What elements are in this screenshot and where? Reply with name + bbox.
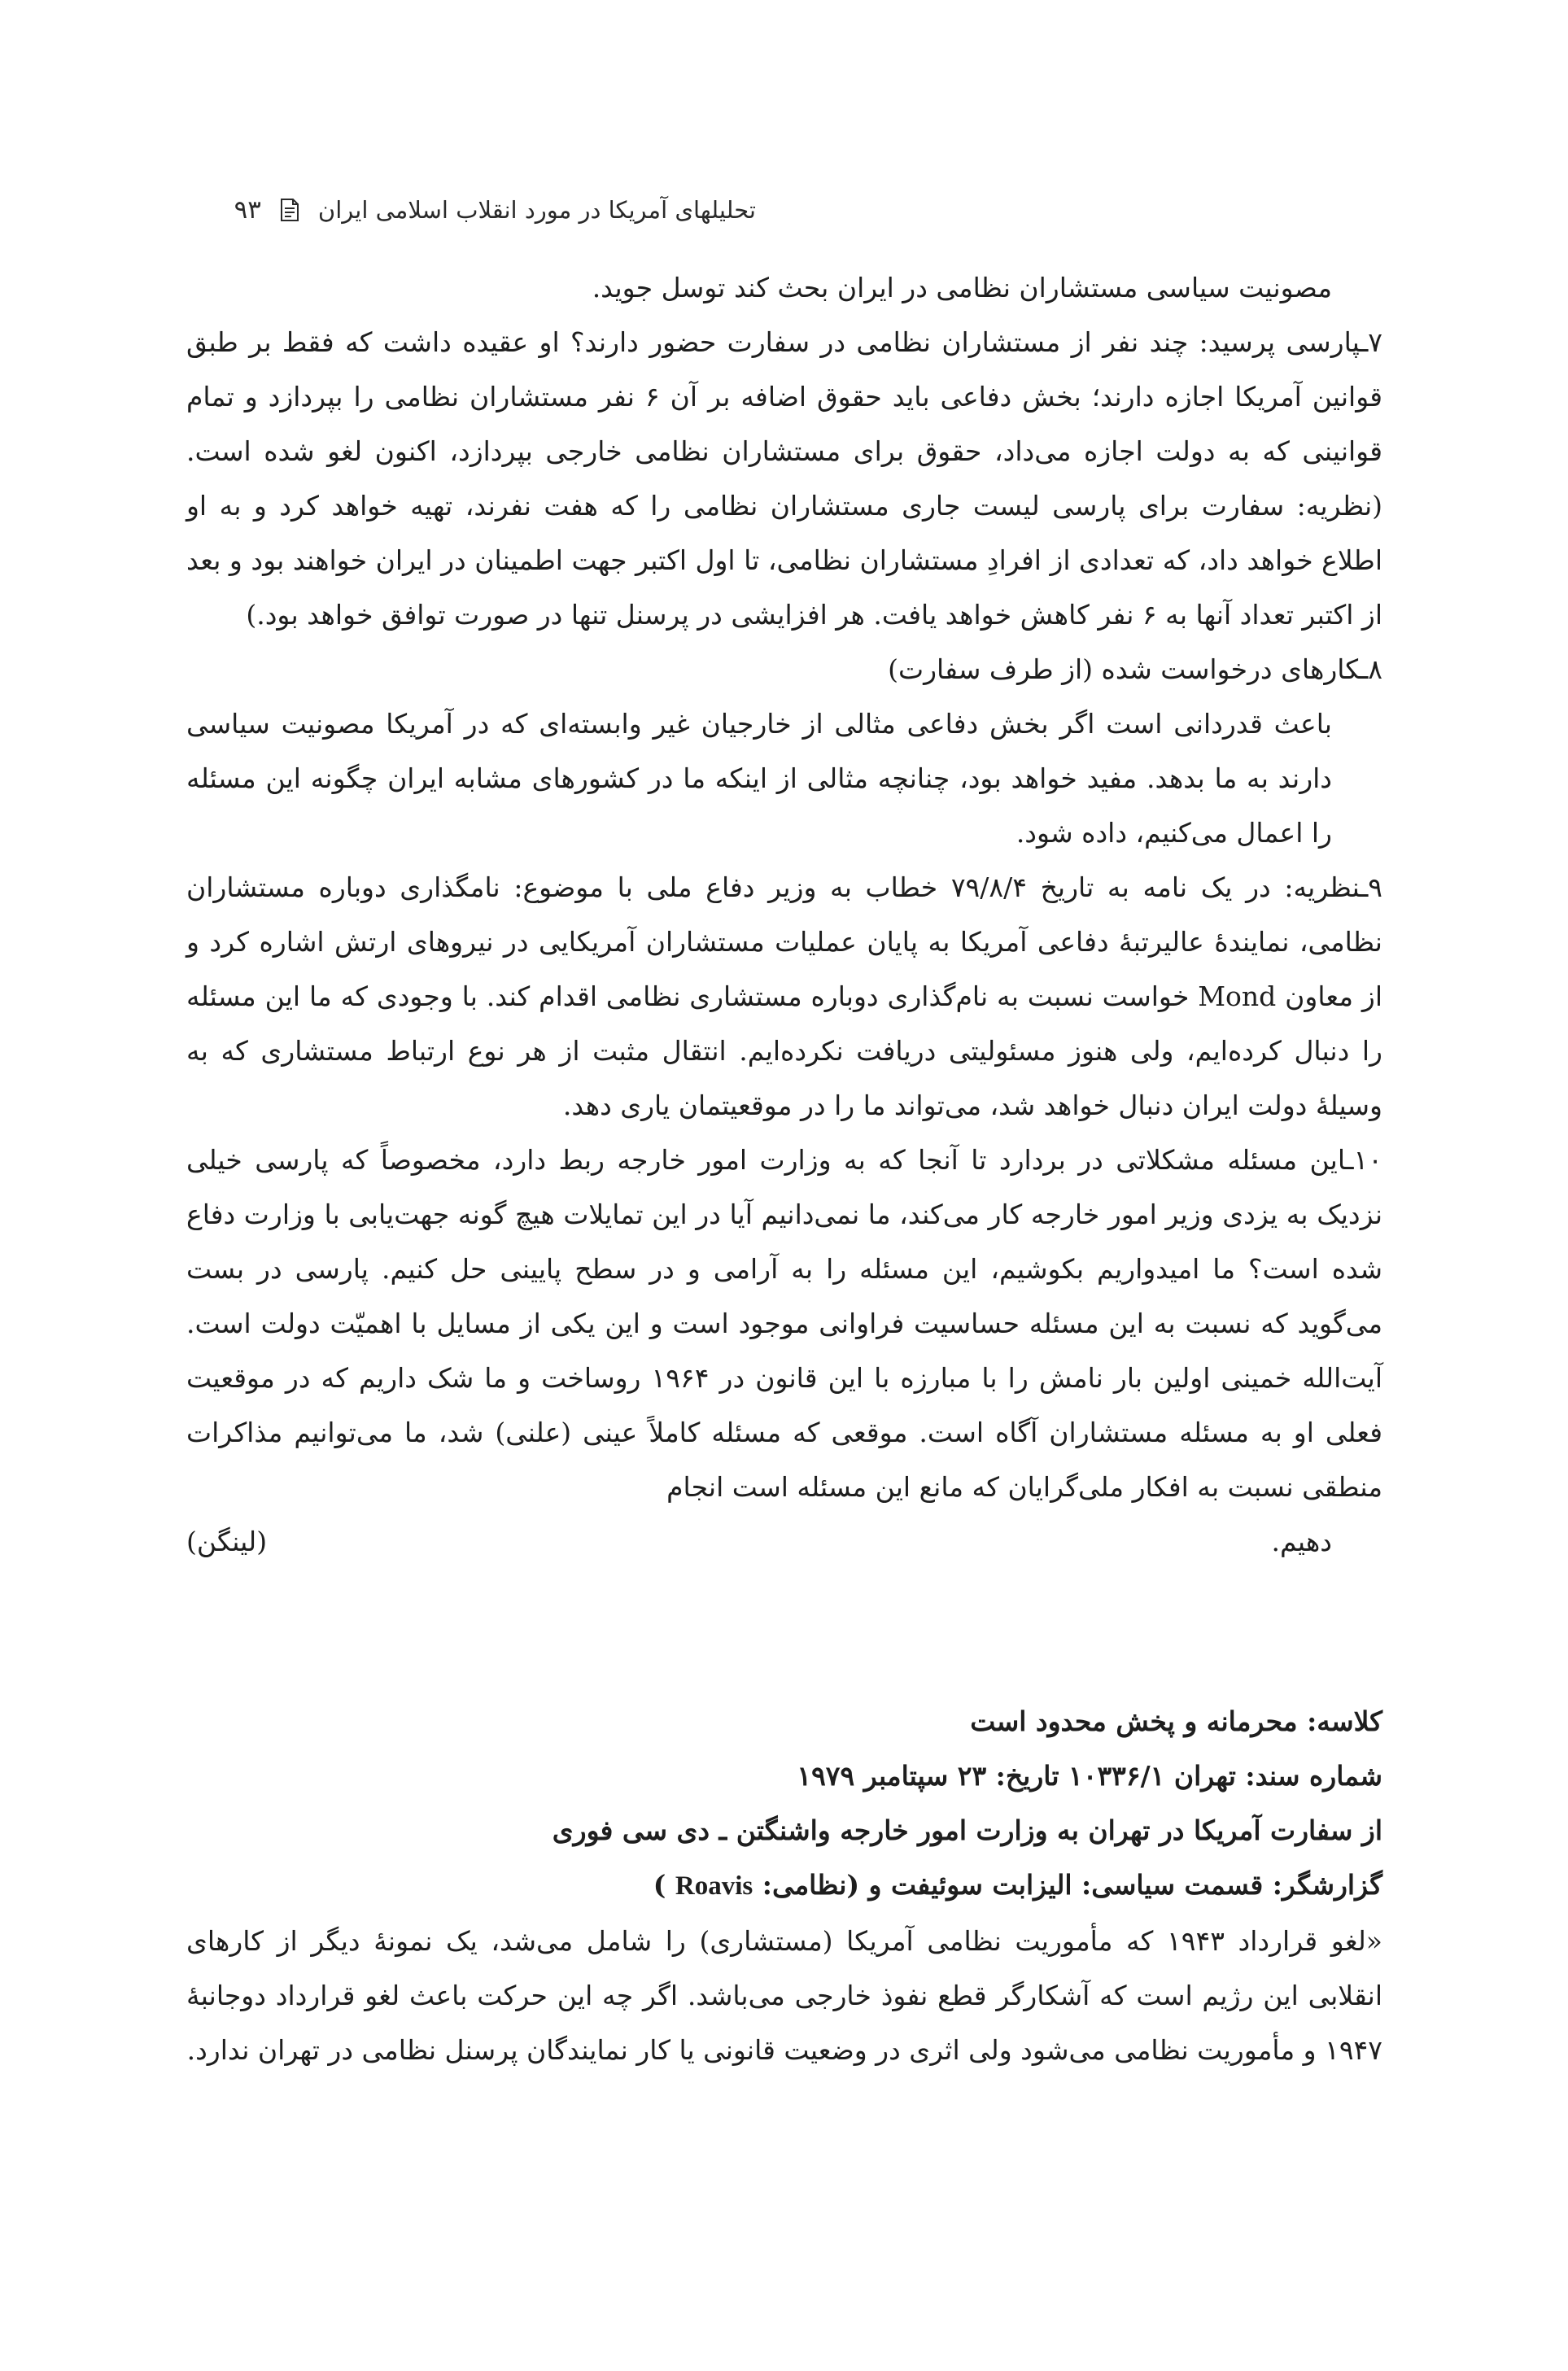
- item-number: ۸ـ: [1360, 653, 1382, 685]
- document-number-date: شماره سند: تهران ۱۰۳۳۶/۱ تاریخ: ۲۳ سپتامبر ۱۹۷۹: [797, 1760, 1382, 1792]
- item-8-heading: [186, 642, 1382, 696]
- item-10-closing: [186, 1514, 1382, 1569]
- item-text: پارسی پرسید: چند نفر از مستشاران نظامی در سفارت حضور دارند؟ او عقیده داشت که فقط بر طبق قوانین آمریکا اجازه دارند؛ بخش دفاعی باید حقوق اضافه بر آن ۶ نفر مستشاران نظامی را بپردازد و تمام قوانینی که به دولت اجازه می‌داد، حقوق برای مستشاران نظامی خارجی بپردازد، اکنون لغو شده است. (نظریه: سفارت برای پارسی لیست جاری مستشاران نظامی را که هفت نفرند، تهیه خواهد کرد و به او اطلاع خواهد داد، که تعدادی از افرادِ مستشاران نظامی، تا اول اکتبر جهت اطمینان در ایران خواهند بود و بعد از اکتبر تعداد آنها به ۶ نفر کاهش خواهد یافت. هر افزایشی در پرسنل تنها در صورت توافق خواهد بود.): [186, 326, 1383, 631]
- running-header-title: تحلیلهای آمریکا در مورد انقلاب اسلامی ایران: [317, 196, 756, 224]
- reporter-line: [186, 1858, 1382, 1914]
- document-icon: [279, 198, 300, 222]
- item-10: [186, 1133, 1382, 1514]
- item-number: ۷ـ: [1360, 326, 1382, 358]
- document-from-to: از سفارت آمریکا در تهران به وزارت امور خارجه واشنگتن ـ دی سی فوری: [552, 1814, 1382, 1846]
- intro-line: مصونیت سیاسی مستشاران نظامی در ایران بحث کند توسل جوید.: [592, 272, 1332, 303]
- reporter-prefix: گزارشگر: قسمت سیاسی: الیزابت سوئیفت و (نظامی:: [762, 1869, 1382, 1901]
- running-header: [138, 186, 756, 234]
- item-heading: کارهای درخواست شده (از طرف سفارت): [888, 653, 1361, 685]
- reporter-latin-name: Roavis: [675, 1871, 753, 1901]
- document-quote: «لغو قرارداد ۱۹۴۳ که مأموریت نظامی آمریکا (مستشاری) را شامل می‌شد، یک نمونهٔ دیگر از کارهای انقلابی این رژیم است که آشکارگر قطع نفوذ خارجی می‌باشد. اگر چه این حرکت باعث لغو قرارداد دوجانبهٔ ۱۹۴۷ و مأموریت نظامی می‌شود ولی اثری در وضعیت قانونی یا کار نمایندگان پرسنل نظامی در تهران ندارد.: [186, 1925, 1383, 2066]
- item-7: [186, 315, 1382, 642]
- document-block: [186, 1694, 1382, 2077]
- item-9: [186, 860, 1382, 1133]
- item-text: نظریه: در یک نامه به تاریخ ۷۹/۸/۴ خطاب به وزیر دفاع ملی با موضوع: نامگذاری دوباره مستشاران نظامی، نمایندهٔ عالیرتبهٔ دفاعی آمریکا به پایان عملیات مستشاران آمریکایی در نیروهای ارتش اشاره کرد و از معاون Mond خواست نسبت به نام‌گذاری دوباره مستشاری نظامی اقدام کند. با وجودی که ما این مسئله را دنبال کرده‌ایم، ولی هنوز مسئولیتی دریافت نکرده‌ایم. انتقال مثبت از هر نوع ارتباط مستشاری که به وسیلهٔ دولت ایران دنبال خواهد شد، می‌تواند ما را در موقعیتمان یاری دهد.: [186, 871, 1383, 1121]
- classification-line: کلاسه: محرمانه و پخش محدود است: [970, 1705, 1382, 1737]
- item-number: ۹ـ: [1360, 871, 1382, 903]
- signature: (لینگن): [186, 1526, 268, 1557]
- page-number: ۹۳: [234, 195, 261, 225]
- item-8-text: باعث قدردانی است اگر بخش دفاعی مثالی از خارجیان غیر وابسته‌ای که در آمریکا مصونیت سیاسی دارند به ما بدهد. مفید خواهد بود، چنانچه مثالی از اینکه ما در کشورهای مشابه ایران چگونه این مسئله را اعمال می‌کنیم، داده شود.: [186, 708, 1332, 849]
- item-text: این مسئله مشکلاتی در بردارد تا آنجا که به وزارت امور خارجه ربط دارد، مخصوصاً که پارسی خیلی نزدیک به یزدی وزیر امور خارجه کار می‌کند، ما نمی‌دانیم آیا در این تمایلات هیچ گونه جهت‌یابی با وزارت دفاع شده است؟ ما امیدواریم بکوشیم، این مسئله را به آرامی و در سطح پایینی حل کنیم. پارسی در بست می‌گوید که نسبت به این مسئله حساسیت فراوانی موجود است و این یکی از مسایل با اهمیّت دولت است. آیت‌الله خمینی اولین بار نامش را با مبارزه با این قانون در ۱۹۶۴ روساخت و ما شک داریم که در موقعیت فعلی او به مسئله مستشاران آگاه است. موقعی که مسئله کاملاً عینی (علنی) شد، ما می‌توانیم مذاکرات منطقی نسبت به افکار ملی‌گرایان که مانع این مسئله است انجام: [186, 1144, 1382, 1503]
- item-number: ۱۰ـ: [1345, 1144, 1382, 1176]
- closing-word: دهیم.: [1271, 1526, 1332, 1557]
- body-text: [186, 260, 1382, 1569]
- reporter-suffix: ): [653, 1869, 666, 1901]
